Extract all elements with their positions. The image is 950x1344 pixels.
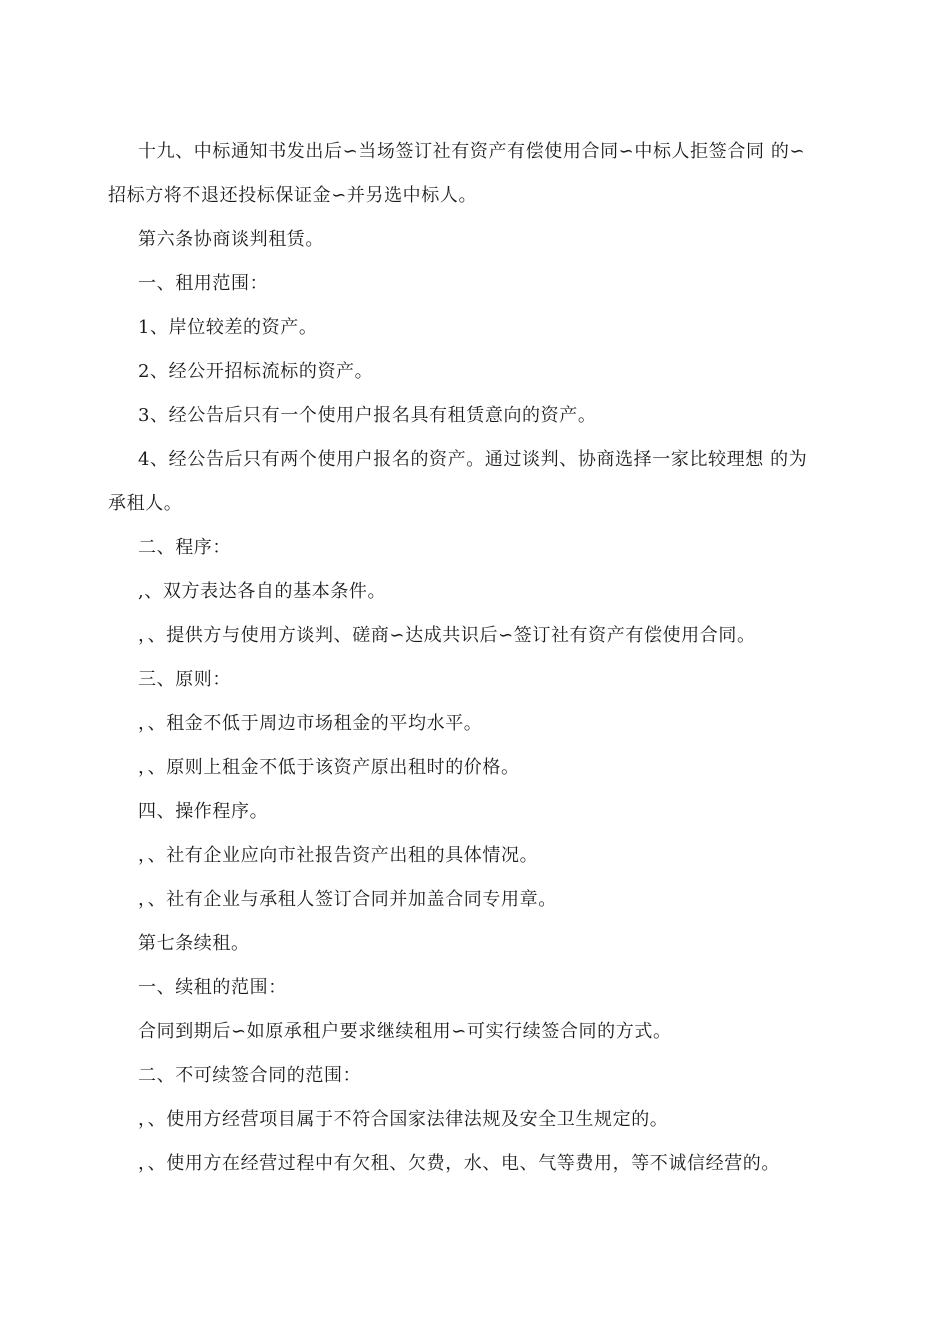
text-line: 一、租用范围：: [138, 273, 269, 294]
text-line: ，、使用方在经营过程中有欠租、欠费，水、电、气等费用，等不诚信经营的。: [138, 1153, 780, 1174]
section-heading: 第六条协商谈判租赁。: [138, 229, 324, 250]
section-heading: 第七条续租。: [138, 933, 250, 954]
text-line: 一、续租的范围：: [138, 977, 287, 998]
text-line: 三、原则：: [138, 669, 231, 690]
text-line: 二、不可续签合同的范围：: [138, 1065, 362, 1086]
text-line: 4、经公告后只有两个使用户报名的资产。通过谈判、协商选择一家比较理想 的为: [138, 449, 808, 470]
text-line: ，、提供方与使用方谈判、磋商∽达成共识后∽签订社有资产有偿使用合同。: [138, 625, 756, 646]
text-line: 二、程序：: [138, 537, 231, 558]
text-line: ，、社有企业应向市社报告资产出租的具体情况。: [138, 845, 539, 866]
text-line: ，、使用方经营项目属于不符合国家法律法规及安全卫生规定的。: [138, 1109, 669, 1130]
text-line: 合同到期后∽如原承租户要求继续租用∽可实行续签合同的方式。: [138, 1021, 672, 1042]
text-line: 四、操作程序。: [138, 801, 269, 822]
text-line: 十九、中标通知书发出后∽当场签订社有资产有偿使用合同∽中标人拒签合同 的∽: [138, 141, 806, 162]
text-line: 1、岸位较差的资产。: [138, 317, 318, 338]
text-line: ，、租金不低于周边市场租金的平均水平。: [138, 713, 483, 734]
text-line: ,、双方表达各自的基本条件。: [138, 581, 387, 602]
text-line: 招标方将不退还投标保证金∽并另选中标人。: [108, 185, 478, 206]
text-line: 承租人。: [108, 493, 183, 514]
text-line: ，、社有企业与承租人签订合同并加盖合同专用章。: [138, 889, 557, 910]
text-line: 3、经公告后只有一个使用户报名具有租赁意向的资产。: [138, 405, 597, 426]
text-line: 2、经公开招标流标的资产。: [138, 361, 374, 382]
text-line: ，、原则上租金不低于该资产原出租时的价格。: [138, 757, 520, 778]
